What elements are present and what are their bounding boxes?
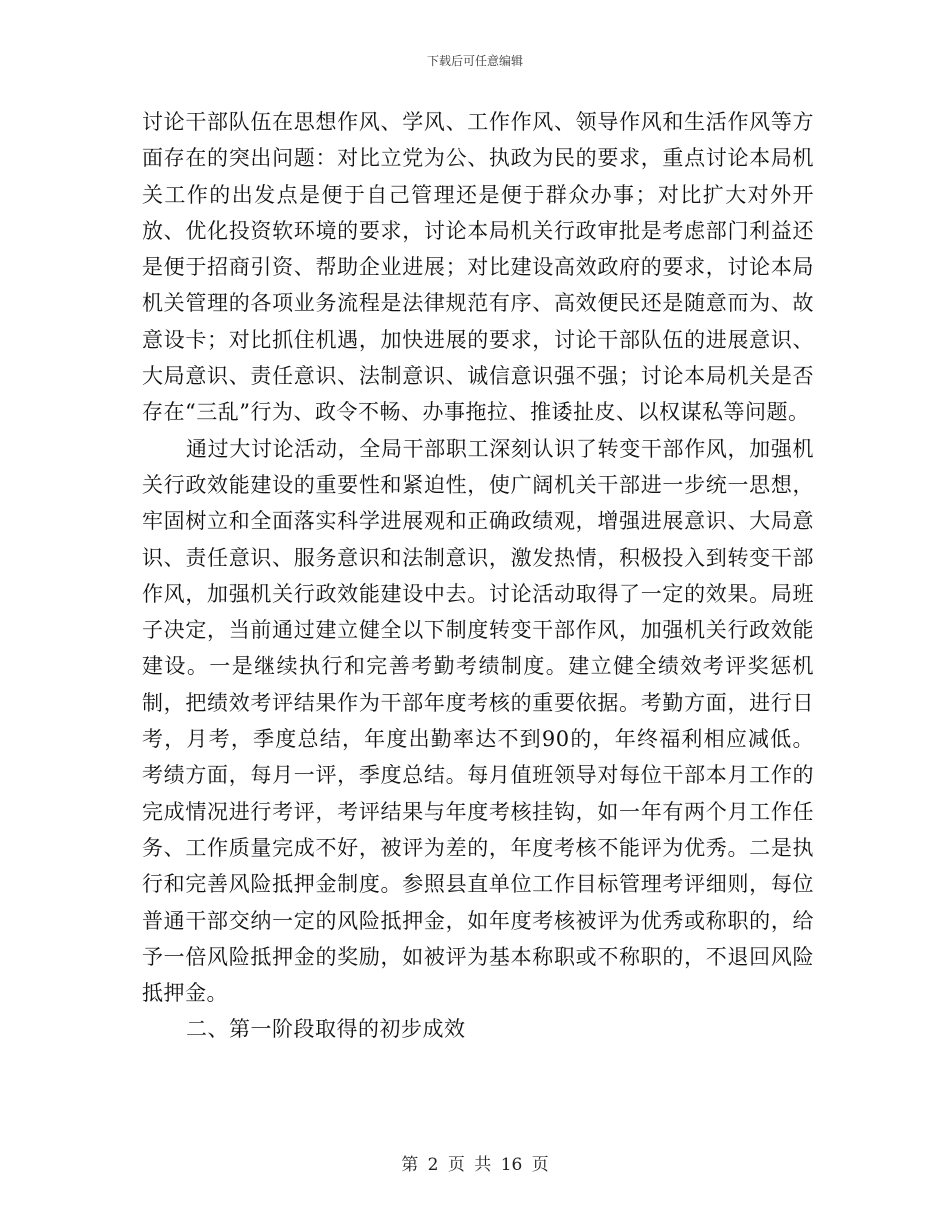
page-number-footer: 第 2 页 共 16 页 <box>401 1155 549 1175</box>
section-heading: 二、第一阶段取得的初步成效 <box>186 1017 466 1042</box>
paragraph-1: 讨论干部队伍在思想作风、学风、工作作风、领导作风和生活作风等方面存在的突出问题：对比立党为公、执政为民的要求，重点讨论本局机关工作的出发点是便于自己管理还是便于群众办事；对比扩大对外开放、优化投资软环境的要求，讨论本局机关行政审批是考虑部门利益还是便于招商引资、帮助企业进展；对比建设高效政府的要求，讨论本局机关管理的各项业务流程是法律规范有序、高效便民还是随意而为、故意设卡；对比抓住机遇，加快进展的要求，讨论干部队伍的进展意识、大局意识、责任意识、法制意识、诚信意识强不强；讨论本局机关是否存在“三乱”行为、政令不畅、办事拖拉、推诿扯皮、以权谋私等问题。 <box>142 110 814 425</box>
document-body <box>142 104 814 1048</box>
paragraph-2: 通过大讨论活动，全局干部职工深刻认识了转变干部作风，加强机关行政效能建设的重要性和紧迫性，使广阔机关干部进一步统一思想，牢固树立和全面落实科学进展观和正确政绩观，增强进展意识、大局意识、责任意识、服务意识和法制意识，激发热情，积极投入到转变干部作风，加强机关行政效能建设中去。讨论活动取得了一定的效果。局班子决定，当前通过建立健全以下制度转变干部作风，加强机关行政效能建设。一是继续执行和完善考勤考绩制度。建立健全绩效考评奖惩机制，把绩效考评结果作为干部年度考核的重要依据。考勤方面，进行日考，月考，季度总结，年度出勤率达不到90的，年终福利相应减低。考绩方面，每月一评，季度总结。每月值班领导对每位干部本月工作的完成情况进行考评，考评结果与年度考核挂钩，如一年有两个月工作任务、工作质量完成不好，被评为差的，年度考核不能评为优秀。二是执行和完善风险抵押金制度。参照县直单位工作目标管理考评细则，每位普通干部交纳一定的风险抵押金，如年度考核被评为优秀或称职的，给予一倍风险抵押金的奖励，如被评为基本称职或不称职的，不退回风险抵押金。 <box>142 436 814 1006</box>
page-header: 下载后可任意编辑 <box>426 54 523 68</box>
